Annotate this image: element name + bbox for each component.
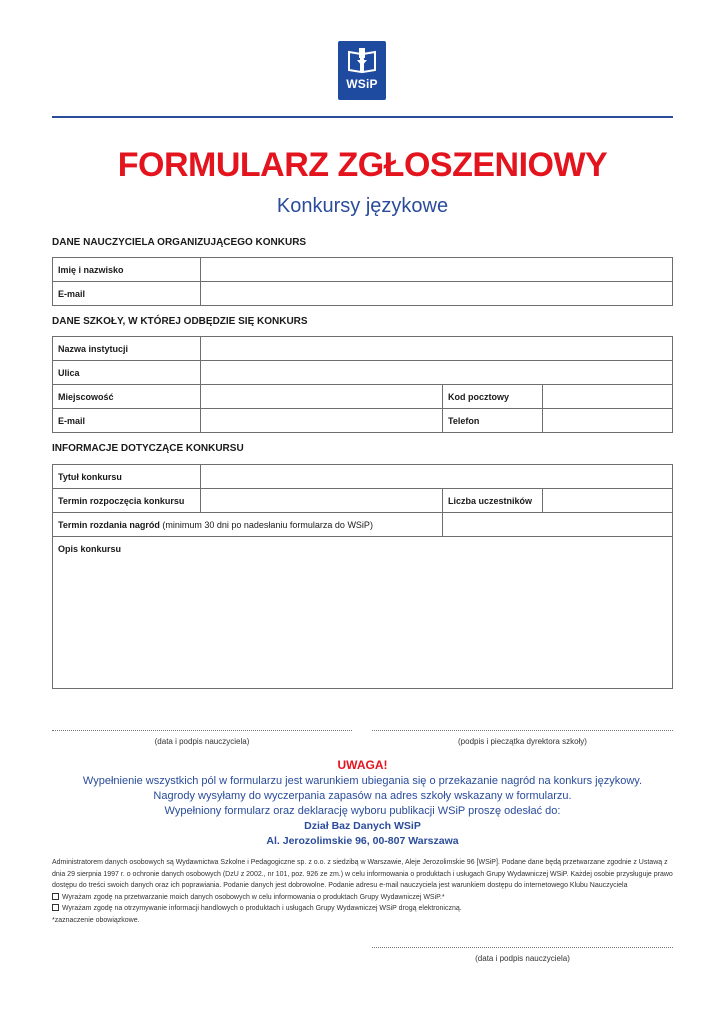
table-row	[53, 513, 673, 537]
table-row	[53, 465, 673, 489]
street-field[interactable]	[201, 361, 673, 385]
bottom-teacher-signature-line[interactable]	[372, 947, 673, 948]
teacher-signature-label: (data i podpis nauczyciela)	[154, 737, 250, 746]
field-label-institution: Nazwa instytucji	[53, 337, 201, 361]
participants-field[interactable]	[543, 489, 673, 513]
contest-info-table	[52, 464, 673, 689]
field-label-participants: Liczba uczestników	[443, 489, 543, 513]
open-book-icon	[347, 48, 377, 74]
consent-checkbox-1[interactable]	[52, 893, 59, 900]
legal-notice	[52, 857, 673, 926]
teacher-email-field[interactable]	[201, 282, 673, 306]
table-row	[53, 361, 673, 385]
institution-name-field[interactable]	[201, 337, 673, 361]
teacher-signature-line[interactable]	[52, 730, 352, 731]
notice-heading: UWAGA!	[337, 758, 388, 772]
notice-line-1: Wypełnienie wszystkich pól w formularzu jest warunkiem ubiegania się o przekazanie nagród na konkurs językowy.	[82, 775, 643, 787]
field-label-school-email: E-mail	[53, 409, 201, 433]
consent-row-1	[52, 892, 673, 904]
awards-date-field[interactable]	[443, 513, 673, 537]
table-row	[53, 409, 673, 433]
school-email-field[interactable]	[201, 409, 443, 433]
city-field[interactable]	[201, 385, 443, 409]
consent-row-2	[52, 903, 673, 915]
director-signature-label: (podpis i pieczątka dyrektora szkoły)	[458, 737, 587, 746]
field-label-postal-code: Kod pocztowy	[443, 385, 543, 409]
field-label-city: Miejscowość	[53, 385, 201, 409]
phone-field[interactable]	[543, 409, 673, 433]
field-label-street: Ulica	[53, 361, 201, 385]
start-date-field[interactable]	[201, 489, 443, 513]
field-label-phone: Telefon	[443, 409, 543, 433]
table-row	[53, 537, 673, 689]
teacher-name-field[interactable]	[201, 258, 673, 282]
consent-checkbox-2[interactable]	[52, 904, 59, 911]
table-row	[53, 337, 673, 361]
wsip-logo	[338, 41, 386, 100]
field-label-name: Imię i nazwisko	[53, 258, 201, 282]
field-label-contest-title: Tytuł konkursu	[53, 465, 201, 489]
bottom-teacher-signature-label: (data i podpis nauczyciela)	[475, 954, 570, 963]
awards-date-label: Termin rozdania nagród	[58, 519, 160, 530]
field-label-email: E-mail	[53, 282, 201, 306]
field-label-start-date: Termin rozpoczęcia konkursu	[53, 489, 201, 513]
table-row	[53, 489, 673, 513]
teacher-data-table	[52, 257, 673, 306]
school-data-table	[52, 336, 673, 433]
notice-address: Al. Jerozolimskie 96, 00-807 Warszawa	[266, 835, 459, 847]
consent-label-2: Wyrażam zgodę na otrzymywanie informacji handlowych o produktach i usługach Grupy Wydawniczej WSiP drogą elektroniczną.	[62, 905, 462, 912]
table-row	[53, 282, 673, 306]
section-school-heading: DANE SZKOŁY, W KTÓREJ ODBĘDZIE SIĘ KONKURS	[52, 316, 308, 327]
field-label-description: Opis konkursu	[58, 544, 122, 554]
consent-label-1: Wyrażam zgodę na przetwarzanie moich danych osobowych w celu informowania o produktach Grupy Wydawniczej WSiP.*	[62, 893, 445, 901]
data-protection-text: Administratorem danych osobowych są Wydawnictwa Szkolne i Pedagogiczne sp. z o.o. z siedzibą w Warszawie, Aleje Jerozolimskie 96 [WSiP]. Podane dane będą przetwarzane zgodnie z Ustawą z dnia 29 sierpnia 1997 r. o ochronie danych osobowych (DzU z 2002., nr 101, poz. 926 ze zm.) w celu informowania o produktach i usługach Grupy Wydawniczej WSiP. Każdej osobie przysługuje prawo dostępu do treści swoich danych oraz ich poprawiania. Podanie danych jest dobrowolne. Podanie adresu e-mail nauczyciela jest warunkiem dostępu do internetowego Klubu Nauczyciela	[52, 859, 673, 889]
director-signature-line[interactable]	[372, 730, 673, 731]
notice-department: Dział Baz Danych WSiP	[304, 820, 421, 832]
logo-text: WSiP	[346, 77, 378, 91]
field-label-awards-date	[53, 513, 443, 537]
section-teacher-heading: DANE NAUCZYCIELA ORGANIZUJĄCEGO KONKURS	[52, 237, 307, 248]
contest-title-field[interactable]	[201, 465, 673, 489]
contest-description-field[interactable]	[53, 537, 673, 689]
postal-code-field[interactable]	[543, 385, 673, 409]
header-divider	[52, 116, 673, 118]
table-row	[53, 258, 673, 282]
mandatory-footnote: *zaznaczenie obowiązkowe.	[52, 916, 140, 924]
page-subtitle: Konkursy językowe	[276, 195, 449, 217]
notice-line-3: Wypełniony formularz oraz deklarację wyboru publikacji WSiP proszę odesłać do:	[164, 805, 561, 817]
awards-date-note: (minimum 30 dni po nadesłaniu formularza do WSiP)	[159, 519, 373, 530]
page-title: FORMULARZ ZGŁOSZENIOWY	[117, 146, 608, 184]
table-row	[53, 385, 673, 409]
notice-line-2: Nagrody wysyłamy do wyczerpania zapasów na adres szkoły wskazany w formularzu.	[153, 790, 572, 802]
section-contest-heading: INFORMACJE DOTYCZĄCE KONKURSU	[52, 443, 244, 454]
